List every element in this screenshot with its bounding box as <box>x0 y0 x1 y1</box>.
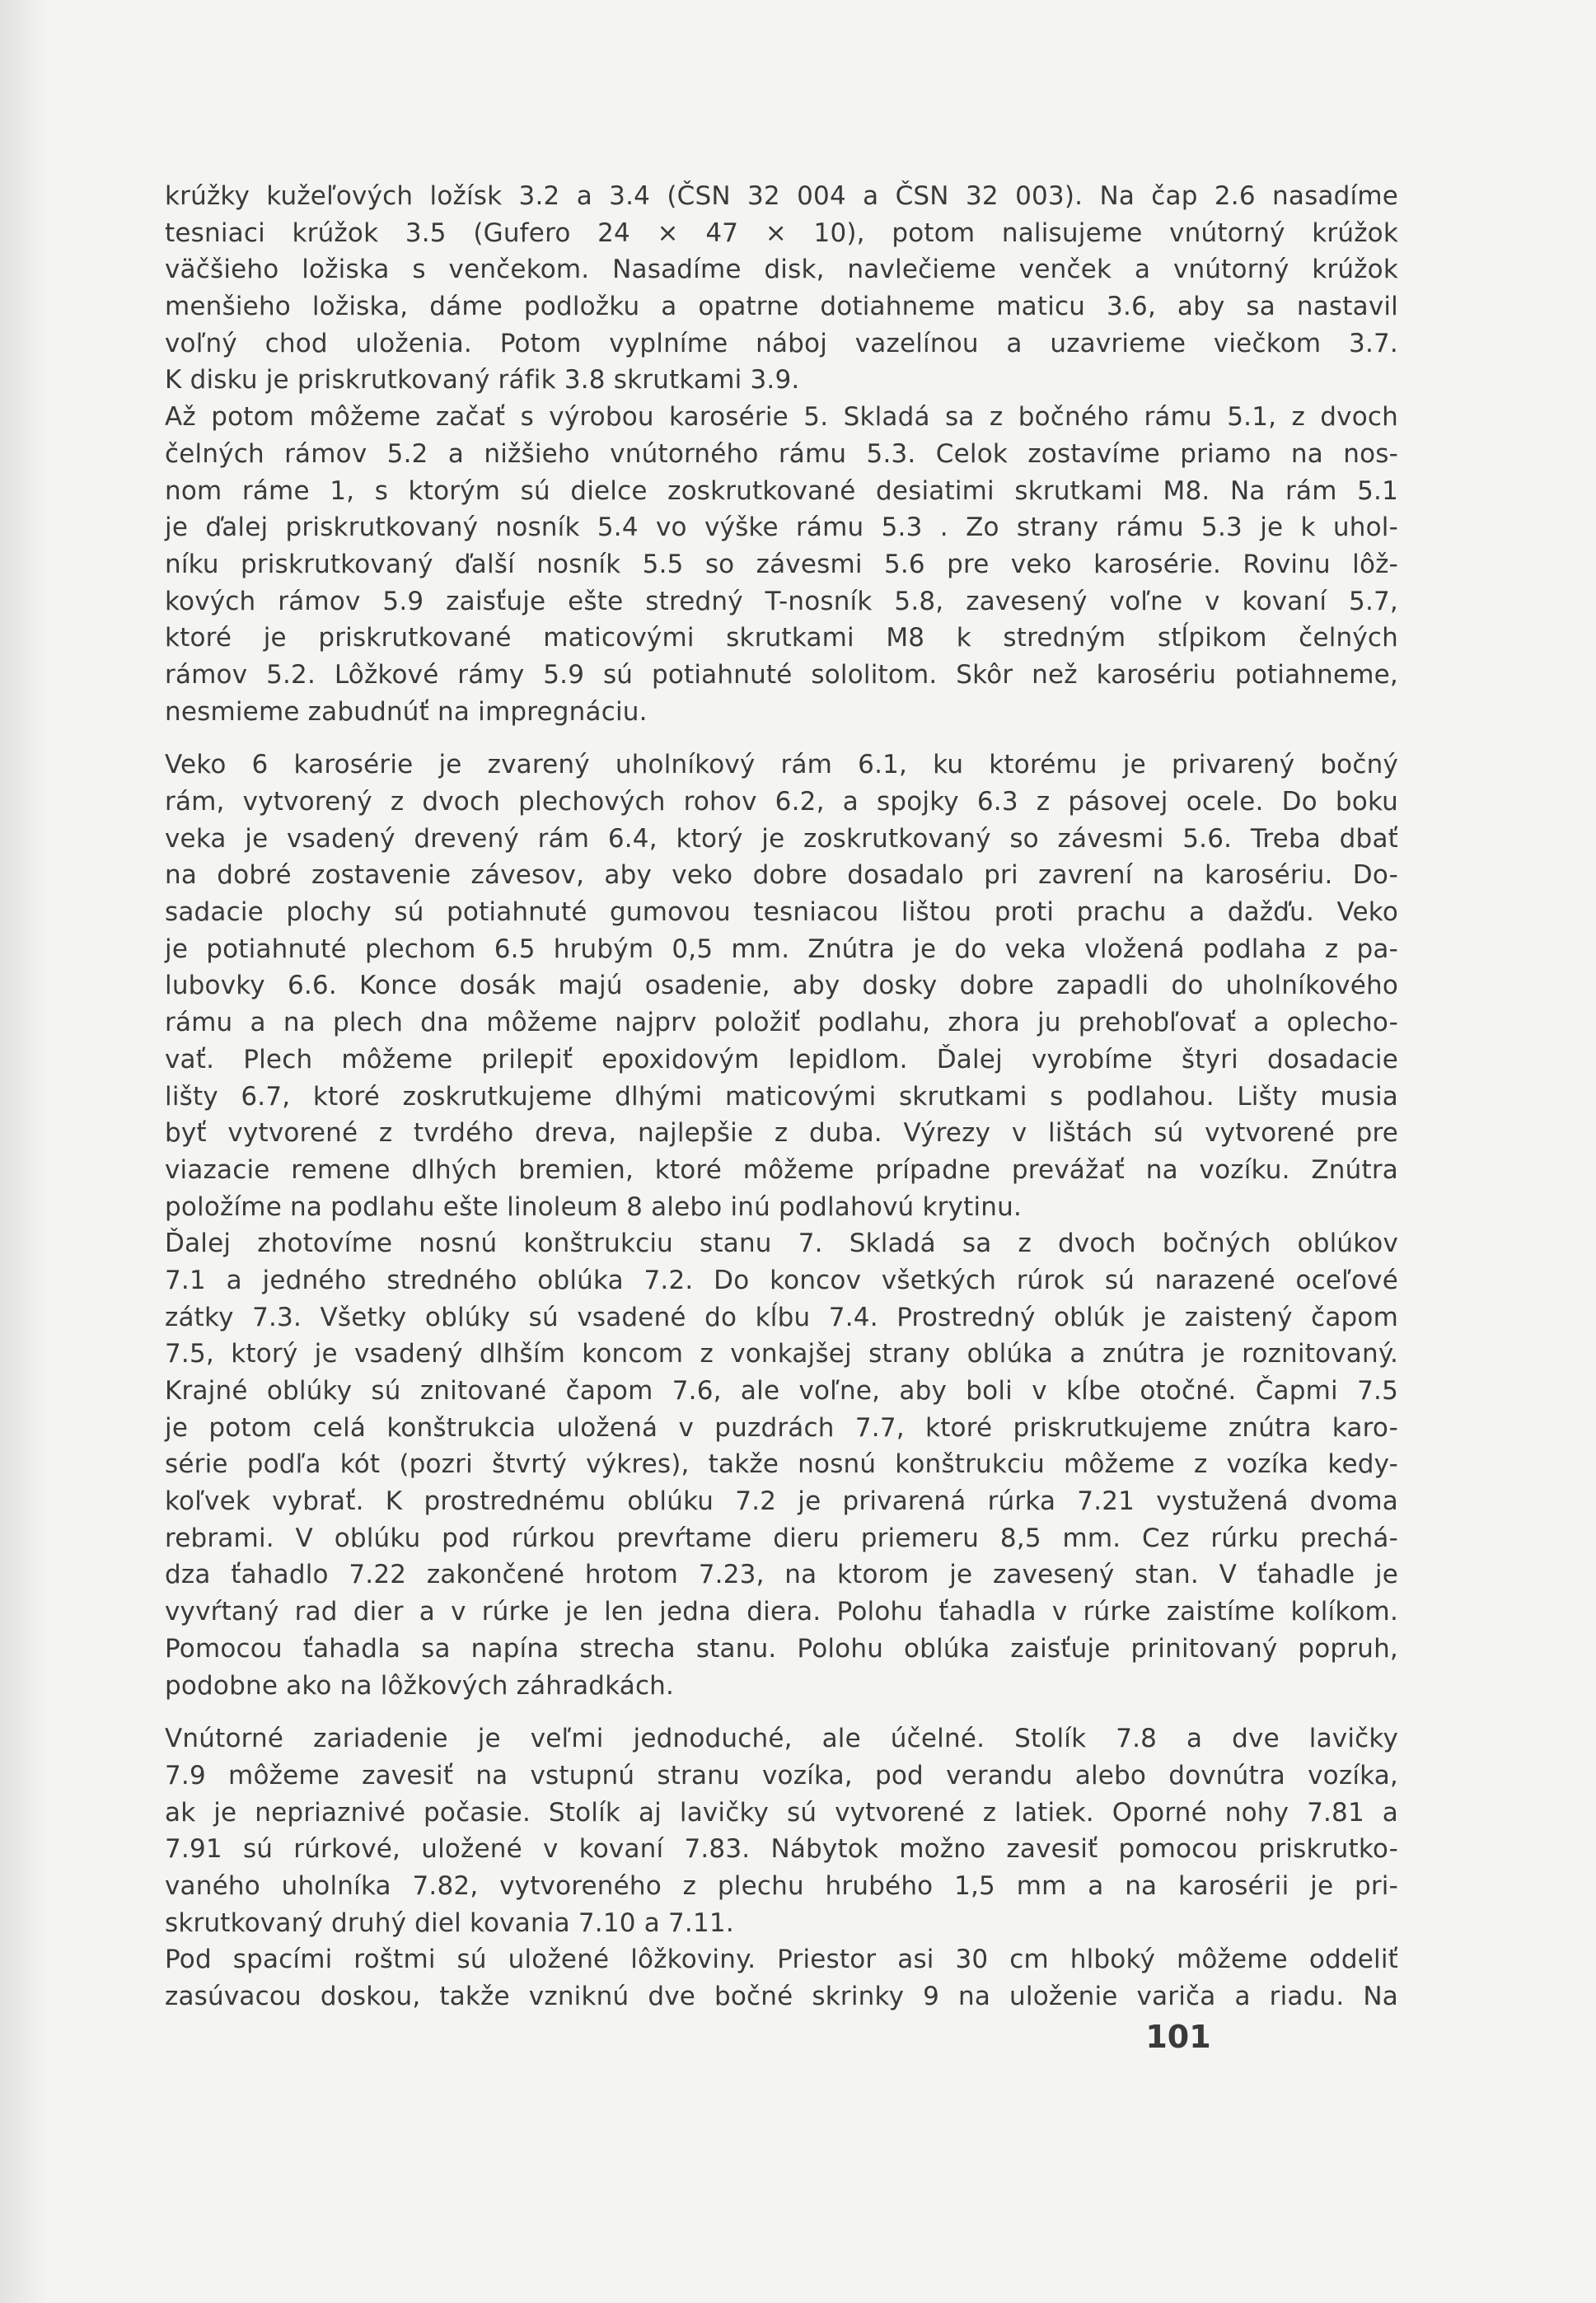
paragraph <box>165 1225 1398 1704</box>
text-line: podobne ako na lôžkových záhradkách. <box>165 1670 675 1701</box>
text-line: Krajné oblúky sú znitované čapom 7.6, ale voľne, aby boli v kĺbe otočné. Čapmi 7.5 <box>165 1376 1398 1406</box>
text-line: vaného uholníka 7.82, vytvoreného z plechu hrubého 1,5 mm a na karosérii je pri- <box>165 1870 1398 1901</box>
text-line: Až potom môžeme začať s výrobou karosérie 5. Skladá sa z bočného rámu 5.1, z dvoch <box>165 402 1398 433</box>
text-line: vať. Plech môžeme prilepiť epoxidovým lepidlom. Ďalej vyrobíme štyri dosadacie <box>165 1044 1398 1074</box>
text-line: 7.91 sú rúrkové, uložené v kovaní 7.83. Nábytok možno zavesiť pomocou priskrutko- <box>165 1834 1398 1865</box>
text-line: krúžky kužeľových ložísk 3.2 a 3.4 (ČSN 32 004 a ČSN 32 003). Na čap 2.6 nasadíme <box>165 181 1398 211</box>
text-line: 7.1 a jedného stredného oblúka 7.2. Do koncov všetkých rúrok sú narazené oceľové <box>165 1265 1398 1295</box>
text-line: rámu a na plech dna môžeme najprv položiť podlahu, zhora ju prehobľovať a oplecho- <box>165 1008 1398 1038</box>
text-line: vyvŕtaný rad dier a v rúrke je len jedna diera. Polohu ťahadla v rúrke zaistíme kolíkom. <box>165 1597 1398 1627</box>
text-line: zasúvacou doskou, takže vzniknú dve bočné skrinky 9 na uloženie variča a riadu. Na <box>165 1982 1398 2011</box>
paragraph-gap <box>165 1704 1398 1720</box>
text-line: menšieho ložiska, dáme podložku a opatrne dotiahneme maticu 3.6, aby sa nastavil <box>165 292 1398 322</box>
text-line: byť vytvorené z tvrdého dreva, najlepšie z duba. Výrezy v lištách sú vytvorené pre <box>165 1118 1398 1149</box>
paragraph <box>165 1941 1398 2015</box>
text-line: lubovky 6.6. Konce dosák majú osadenie, aby dosky dobre zapadli do uholníkového <box>165 971 1398 1001</box>
text-line: ak je nepriaznivé počasie. Stolík aj lavičky sú vytvorené z latiek. Oporné nohy 7.81 a <box>165 1797 1398 1828</box>
text-line: Vnútorné zariadenie je veľmi jednoduché, ale účelné. Stolík 7.8 a dve lavičky <box>165 1724 1398 1754</box>
text-line: zátky 7.3. Všetky oblúky sú vsadené do kĺbu 7.4. Prostredný oblúk je zaistený čapom <box>165 1302 1398 1332</box>
text-line: 7.5, ktorý je vsadený dlhším koncom z vonkajšej strany oblúka a znútra je roznitovaný. <box>165 1339 1398 1369</box>
text-line: je potiahnuté plechom 6.5 hrubým 0,5 mm. Znútra je do veka vložená podlaha z pa- <box>165 934 1398 964</box>
text-line: Ďalej zhotovíme nosnú konštrukciu stanu 7. Skladá sa z dvoch bočných oblúkov <box>165 1229 1398 1259</box>
paragraph <box>165 1720 1398 1941</box>
text-line: rámov 5.2. Lôžkové rámy 5.9 sú potiahnuté sololitom. Skôr než karosériu potiahneme, <box>165 659 1398 690</box>
text-line: kových rámov 5.9 zaisťuje ešte stredný T-nosník 5.8, zavesený voľne v kovaní 5.7, <box>165 586 1398 616</box>
text-line: rám, vytvorený z dvoch plechových rohov 6.2, a spojky 6.3 z pásovej ocele. Do boku <box>165 787 1398 817</box>
text-line: sadacie plochy sú potiahnuté gumovou tesniacou lištou proti prachu a dažďu. Veko <box>165 897 1398 928</box>
text-line: K disku je priskrutkovaný ráfik 3.8 skrutkami 3.9. <box>165 365 800 396</box>
text-line: veka je vsadený drevený rám 6.4, ktorý je zoskrutkovaný so závesmi 5.6. Treba dbať <box>165 823 1398 854</box>
text-line: 7.9 môžeme zavesiť na vstupnú stranu vozíka, pod verandu alebo dovnútra vozíka, <box>165 1760 1398 1790</box>
paragraph-gap <box>165 730 1398 747</box>
text-line: nom ráme 1, s ktorým sú dielce zoskrutkované desiatimi skrutkami M8. Na rám 5.1 <box>165 475 1398 506</box>
text-line: koľvek vybrať. K prostrednému oblúku 7.2 je privarená rúrka 7.21 vystužená dvoma <box>165 1486 1398 1517</box>
text-line: tesniaci krúžok 3.5 (Gufero 24 × 47 × 10), potom nalisujeme vnútorný krúžok <box>165 218 1398 248</box>
paragraph <box>165 747 1398 1225</box>
text-line: na dobré zostavenie závesov, aby veko dobre dosadalo pri zavrení na karosériu. Do- <box>165 860 1398 891</box>
text-line: položíme na podlahu ešte linoleum 8 alebo inú podlahovú krytinu. <box>165 1191 1023 1222</box>
text-line: skrutkovaný druhý diel kovania 7.10 a 7.11. <box>165 1907 734 1938</box>
page-edge-shadow <box>0 0 49 2303</box>
text-line: je potom celá konštrukcia uložená v puzdrách 7.7, ktoré priskrutkujeme znútra karo- <box>165 1412 1398 1443</box>
text-line: viazacie remene dlhých bremien, ktoré môžeme prípadne prevážať na vozíku. Znútra <box>165 1154 1398 1185</box>
text-line: nesmieme zabudnúť na impregnáciu. <box>165 696 648 727</box>
page-number: 101 <box>1145 2019 1211 2055</box>
paragraph <box>165 399 1398 730</box>
text-line: lišty 6.7, ktoré zoskrutkujeme dlhými maticovými skrutkami s podlahou. Lišty musia <box>165 1081 1398 1112</box>
text-line: Pomocou ťahadla sa napína strecha stanu. Polohu oblúka zaisťuje prinitovaný popruh, <box>165 1633 1398 1664</box>
text-line: Pod spacími roštmi sú uložené lôžkoviny. Priestor asi 30 cm hlboký môžeme oddeliť <box>165 1945 1398 1975</box>
text-line: ktoré je priskrutkované maticovými skrutkami M8 k stredným stĺpikom čelných <box>165 623 1398 653</box>
text-line: väčšieho ložiska s venčekom. Nasadíme disk, navlečieme venček a vnútorný krúžok <box>165 255 1398 285</box>
body-text <box>165 178 1398 2015</box>
text-line: dza ťahadlo 7.22 zakončené hrotom 7.23, na ktorom je zavesený stan. V ťahadle je <box>165 1560 1398 1590</box>
paragraph <box>165 178 1398 399</box>
text-line: rebrami. V oblúku pod rúrkou prevŕtame dieru priemeru 8,5 mm. Cez rúrku prechá- <box>165 1523 1398 1553</box>
text-line: Veko 6 karosérie je zvarený uholníkový rám 6.1, ku ktorému je privarený bočný <box>165 750 1398 780</box>
text-line: voľný chod uloženia. Potom vyplníme náboj vazelínou a uzavrieme viečkom 3.7. <box>165 328 1398 358</box>
text-line: níku priskrutkovaný ďalší nosník 5.5 so závesmi 5.6 pre veko karosérie. Rovinu lôž- <box>165 549 1398 579</box>
text-line: je ďalej priskrutkovaný nosník 5.4 vo výške rámu 5.3 . Zo strany rámu 5.3 je k uhol- <box>165 513 1398 543</box>
text-line: čelných rámov 5.2 a nižšieho vnútorného rámu 5.3. Celok zostavíme priamo na nos- <box>165 438 1398 469</box>
text-line: série podľa kót (pozri štvrtý výkres), takže nosnú konštrukciu môžeme z vozíka kedy- <box>165 1449 1398 1480</box>
